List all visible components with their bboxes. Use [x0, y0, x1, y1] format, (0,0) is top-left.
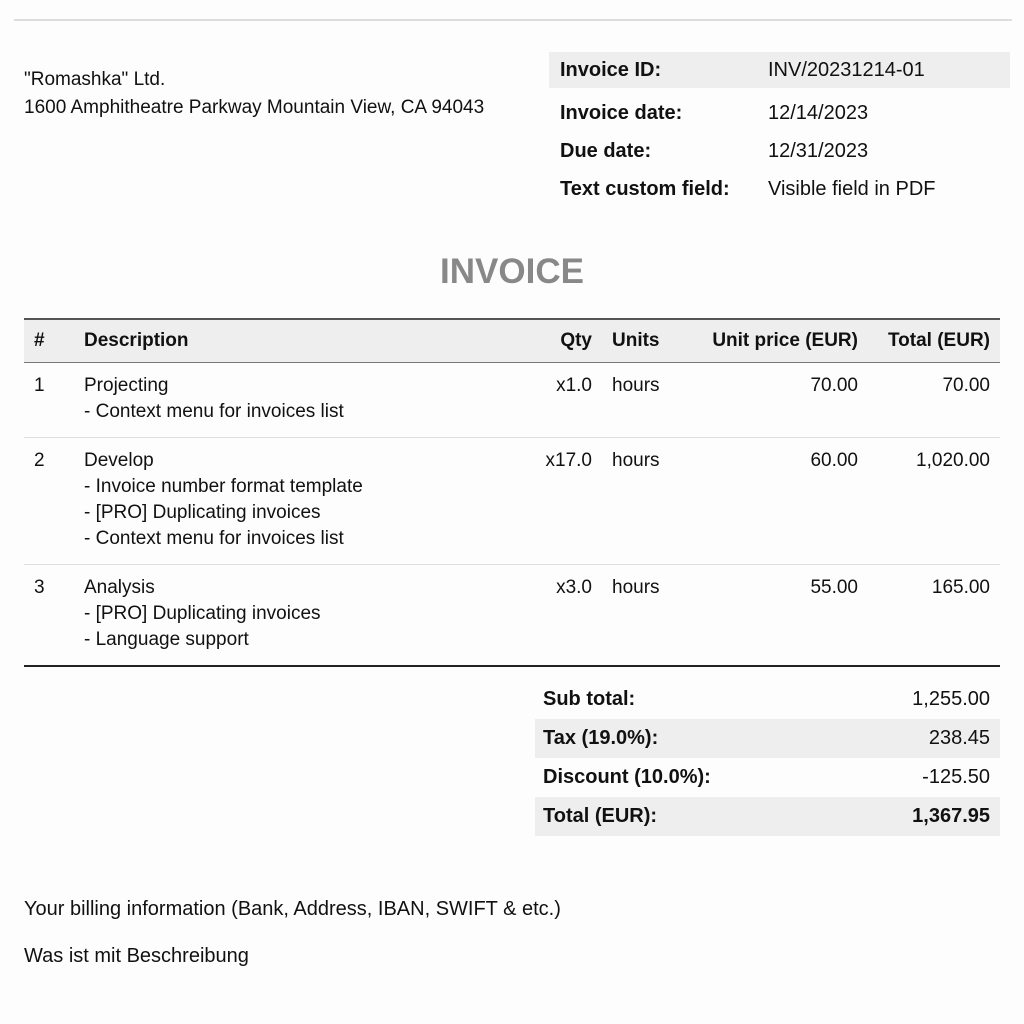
item-title: Projecting — [84, 374, 169, 396]
row-total: 165.00 — [868, 564, 1000, 666]
row-units: hours — [602, 437, 682, 564]
row-qty: x17.0 — [522, 437, 602, 564]
totals-summary — [535, 680, 1000, 836]
row-qty: x3.0 — [522, 564, 602, 666]
discount-row — [535, 758, 1000, 797]
meta-custom-field — [549, 170, 1010, 208]
document-title: INVOICE — [440, 252, 584, 291]
col-units: Units — [602, 319, 682, 362]
row-total: 1,020.00 — [868, 437, 1000, 564]
meta-label: Due date: — [560, 139, 652, 162]
row-number: 2 — [24, 437, 74, 564]
meta-label: Invoice ID: — [560, 58, 662, 81]
meta-due-date — [549, 132, 1010, 170]
tax-value: 238.45 — [928, 727, 990, 749]
tax-label: Tax (19.0%): — [543, 727, 659, 749]
company-address: 1600 Amphitheatre Parkway Mountain View, CA 94043 — [24, 97, 485, 118]
item-detail: - [PRO] Duplicating invoices — [84, 602, 321, 624]
company-name: "Romashka" Ltd. — [24, 69, 166, 90]
col-qty: Qty — [522, 319, 602, 362]
subtotal-value: 1,255.00 — [912, 688, 990, 710]
discount-label: Discount (10.0%): — [543, 766, 711, 788]
row-unit-price: 60.00 — [682, 437, 868, 564]
col-total: Total (EUR) — [868, 319, 1000, 362]
item-detail: - Invoice number format template — [84, 475, 363, 497]
row-units: hours — [602, 362, 682, 437]
footer-note: Was ist mit Beschreibung — [24, 945, 249, 967]
tax-row — [535, 719, 1000, 758]
row-description — [74, 437, 522, 564]
grand-total-value: 1,367.95 — [912, 805, 990, 827]
meta-value: Visible field in PDF — [768, 177, 936, 200]
grand-total-row — [535, 797, 1000, 836]
row-qty: x1.0 — [522, 362, 602, 437]
billing-info: Your billing information (Bank, Address, IBAN, SWIFT & etc.) — [24, 898, 561, 920]
meta-label: Invoice date: — [560, 101, 683, 124]
row-number: 1 — [24, 362, 74, 437]
item-detail: - Context menu for invoices list — [84, 400, 344, 422]
meta-value: INV/20231214-01 — [768, 58, 925, 81]
row-units: hours — [602, 564, 682, 666]
line-items-table — [24, 318, 1000, 667]
item-detail: - [PRO] Duplicating invoices — [84, 501, 321, 523]
item-detail: - Language support — [84, 628, 249, 650]
table-row — [24, 362, 1000, 437]
discount-value: -125.50 — [922, 766, 990, 788]
row-description — [74, 362, 522, 437]
item-title: Develop — [84, 449, 154, 471]
table-row — [24, 437, 1000, 564]
item-title: Analysis — [84, 576, 155, 598]
table-row — [24, 564, 1000, 666]
company-info — [24, 66, 484, 122]
top-divider — [14, 19, 1012, 21]
col-number: # — [24, 319, 74, 362]
row-unit-price: 70.00 — [682, 362, 868, 437]
meta-label: Text custom field: — [560, 177, 730, 200]
meta-value: 12/31/2023 — [768, 139, 869, 162]
grand-total-label: Total (EUR): — [543, 805, 658, 827]
meta-invoice-date — [549, 94, 1010, 132]
row-description — [74, 564, 522, 666]
row-unit-price: 55.00 — [682, 564, 868, 666]
row-number: 3 — [24, 564, 74, 666]
subtotal-label: Sub total: — [543, 688, 636, 710]
meta-value: 12/14/2023 — [768, 101, 869, 124]
meta-invoice-id — [549, 52, 1010, 88]
subtotal-row — [535, 680, 1000, 719]
col-unit-price: Unit price (EUR) — [682, 319, 868, 362]
row-total: 70.00 — [868, 362, 1000, 437]
col-description: Description — [74, 319, 522, 362]
invoice-meta — [549, 52, 1010, 208]
table-header — [24, 319, 1000, 362]
item-detail: - Context menu for invoices list — [84, 527, 344, 549]
